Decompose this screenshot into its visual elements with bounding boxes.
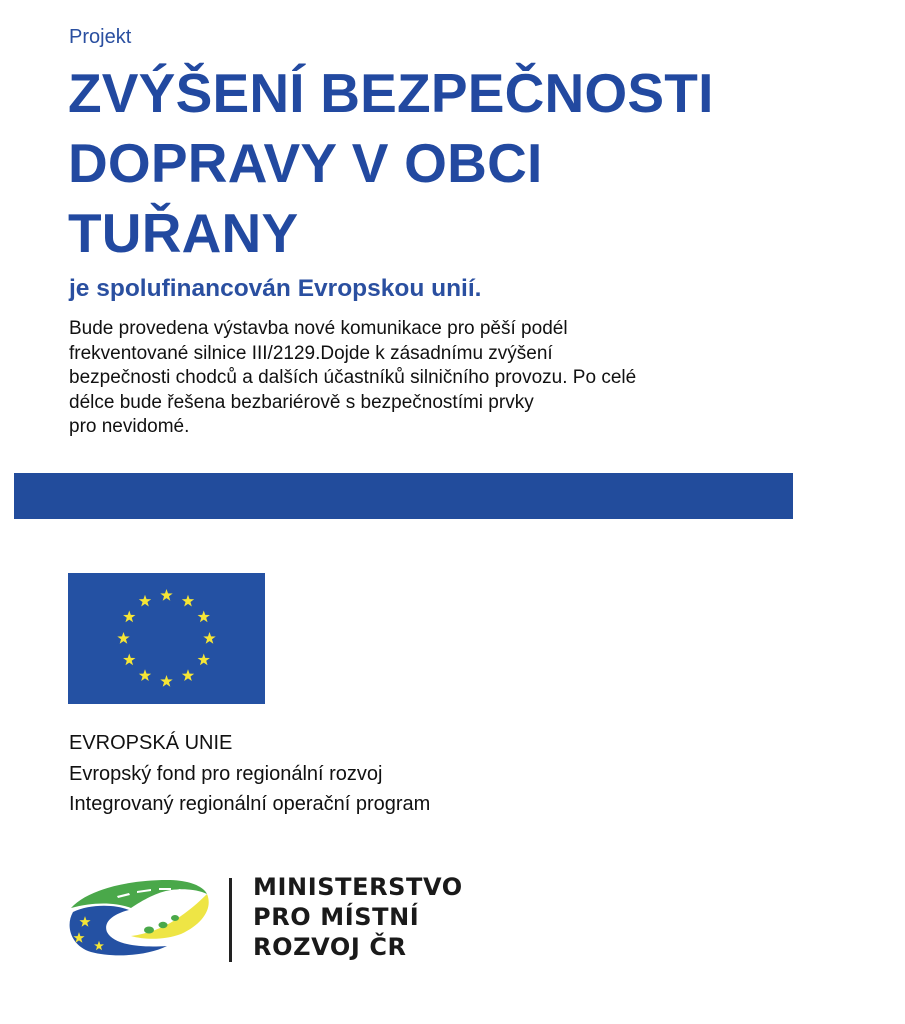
description-line: pro nevidomé. — [69, 416, 190, 437]
ministry-name — [253, 872, 463, 962]
ministry-line-2: PRO MÍSTNÍ — [253, 903, 420, 931]
title-line-3: TUŘANY — [68, 202, 299, 264]
eu-line-fund: Evropský fond pro regionální rozvoj — [69, 762, 383, 785]
blue-divider-bar — [14, 473, 793, 519]
description-line: Bude provedena výstavba nové komunikace pro pěší podél — [69, 318, 568, 339]
ministry-line-3: ROZVOJ ČR — [253, 933, 407, 961]
description-line: bezpečnosti chodců a dalších účastníků silničního provozu. Po celé — [69, 367, 637, 388]
cofinancing-subtitle: je spolufinancován Evropskou unií. — [69, 275, 482, 302]
title-line-2: DOPRAVY V OBCI — [68, 132, 543, 194]
mmr-logo-icon — [67, 878, 210, 958]
eu-line-program: Integrovaný regionální operační program — [69, 793, 431, 815]
eu-flag-icon — [68, 573, 265, 704]
project-title — [68, 58, 714, 268]
title-line-1: ZVÝŠENÍ BEZPEČNOSTI — [68, 62, 714, 124]
description-line: délce bude řešena bezbariérově s bezpečnostími prvky — [69, 391, 534, 413]
eu-funding-text — [69, 728, 430, 820]
project-description — [69, 317, 636, 440]
ministry-line-1: MINISTERSTVO — [253, 873, 463, 901]
eu-line-union: EVROPSKÁ UNIE — [69, 732, 233, 754]
logo-divider — [229, 878, 232, 962]
description-line: frekventované silnice III/2129.Dojde k zásadnímu zvýšení — [69, 342, 553, 364]
project-label: Projekt — [69, 26, 132, 48]
